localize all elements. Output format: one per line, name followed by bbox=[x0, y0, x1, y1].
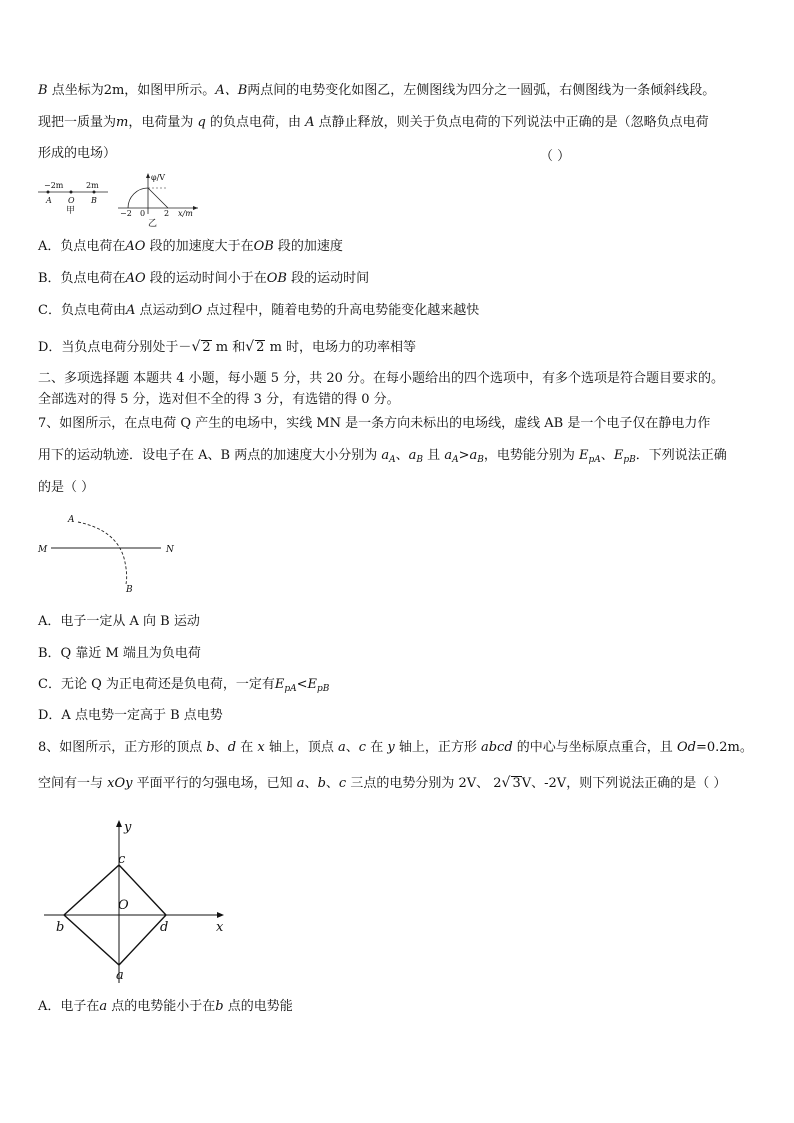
seg-ob: OB bbox=[253, 239, 274, 254]
q8-line-1 bbox=[38, 739, 753, 757]
seg-ob: OB bbox=[266, 271, 287, 286]
q8-text: 、 bbox=[325, 776, 339, 791]
opt-text: 点的电势能小于在 bbox=[107, 999, 216, 1014]
opt-text: 点运动到 bbox=[135, 303, 192, 318]
q6-line-2 bbox=[38, 114, 709, 132]
opt-text: C．无论 Q 为正电荷还是负电荷，一定有 bbox=[38, 677, 275, 692]
label-b: B bbox=[38, 83, 48, 98]
label-a: A bbox=[305, 115, 315, 130]
q6-text: 形成的电场） bbox=[38, 146, 117, 161]
var-b: b bbox=[215, 999, 224, 1014]
q8-option-a bbox=[38, 998, 293, 1016]
q7-line-1: 7、如图所示，在点电荷 Q 产生的电场中，实线 MN 是一条方向未标出的电场线，虚线 AB 是一个电子仅在静电力作 bbox=[38, 416, 711, 431]
q6-figure bbox=[36, 172, 236, 227]
label-a: a bbox=[116, 968, 124, 983]
tick-2: 2 bbox=[164, 209, 170, 218]
q7-text: ，电势能分别为 bbox=[483, 448, 575, 463]
answer-bracket: （ ） bbox=[540, 149, 571, 164]
q6-line-3 bbox=[38, 145, 116, 163]
q6-text: 点坐标为2m，如图甲所示。 bbox=[51, 83, 216, 98]
caption-jia: 甲 bbox=[66, 206, 76, 216]
sub-a: A bbox=[452, 455, 459, 465]
var-e: E bbox=[579, 448, 589, 463]
q8-text: 的中心与坐标原点重合，且 bbox=[512, 740, 673, 755]
var-e: E bbox=[613, 448, 624, 463]
q8-text: 空间有一与 bbox=[38, 776, 104, 791]
point-b: B bbox=[91, 196, 97, 205]
var-m: m bbox=[116, 115, 129, 130]
q8-text: V、-2V，则下列说法正确的是（ ） bbox=[521, 776, 727, 791]
q8-line-2: 空间有一与 xOy 平面平行的匀强电场，已知 a、b、c 三点的电势分别为 2V、 2√ 3V、-2V，则下列说法正确的是（ ） bbox=[38, 775, 727, 791]
label-a: A bbox=[125, 303, 136, 318]
q7-text: 且 bbox=[423, 448, 441, 463]
section2-line-1: 二、多项选择题 本题共 4 小题，每小题 5 分，共 20 分。在每小题给出的四个选项中，有多个选项是符合题目要求的。 bbox=[38, 371, 725, 386]
q6-option-b bbox=[38, 270, 369, 288]
q7-option-b: B．Q 靠近 M 端且为负电荷 bbox=[38, 646, 201, 661]
opt-text: A．负点电荷在 bbox=[38, 239, 126, 254]
opt-text: 段的加速度大于在 bbox=[145, 239, 254, 254]
tick-neg2m: −2m bbox=[44, 181, 64, 190]
opt-text: 段的加速度 bbox=[273, 239, 343, 254]
q8-text: 、 bbox=[304, 776, 318, 791]
section2-line-2: 全部选对的得 5 分，选对但不全的得 3 分，有选错的得 0 分。 bbox=[38, 392, 400, 407]
label-b: b bbox=[56, 920, 65, 935]
var-c: c bbox=[358, 740, 367, 755]
tick-2m: 2m bbox=[86, 181, 99, 190]
var-a: a bbox=[444, 448, 453, 463]
q6-text: 的负点电荷，由 bbox=[205, 115, 301, 130]
label-n: N bbox=[166, 545, 174, 555]
q7-text: 、 bbox=[600, 448, 614, 463]
label-m: M bbox=[38, 545, 48, 555]
var-a: a bbox=[408, 448, 417, 463]
q8-text: =0.2m。 bbox=[695, 740, 753, 755]
var-od: Od bbox=[676, 740, 696, 755]
q7-figure bbox=[36, 512, 186, 597]
q8-text: 轴上，顶点 bbox=[264, 740, 334, 755]
opt-text: m 时，电场力的功率相等 bbox=[269, 340, 417, 355]
var-a: a bbox=[99, 999, 108, 1014]
sub-b: B bbox=[477, 455, 484, 465]
opt-text: 段的运动时间小于在 bbox=[145, 271, 267, 286]
q7-line-2 bbox=[38, 447, 727, 469]
sub-a: A bbox=[389, 455, 396, 465]
sub-pa: pA bbox=[284, 684, 297, 694]
var-a: a bbox=[381, 448, 390, 463]
var-b: b bbox=[317, 776, 326, 791]
q7-text: 、 bbox=[395, 448, 409, 463]
q7-option-c bbox=[38, 676, 329, 698]
q8-text: 三点的电势分别为 2V、 bbox=[346, 776, 490, 791]
q6-text: ，电荷量为 bbox=[128, 115, 194, 130]
seg-ao: AO bbox=[125, 271, 146, 286]
sqrt-value: 2 bbox=[256, 340, 265, 355]
var-e: E bbox=[307, 677, 318, 692]
var-c: c bbox=[338, 776, 347, 791]
q7-text: ．下列说法正确 bbox=[635, 448, 727, 463]
q7-text: 用下的运动轨迹．设电子在 A、B 两点的加速度大小分别为 bbox=[38, 448, 378, 463]
q8-text: 8、如图所示，正方形的顶点 bbox=[38, 740, 203, 755]
var-a: a bbox=[296, 776, 305, 791]
q8-text: 在 bbox=[366, 740, 384, 755]
label-a: A bbox=[68, 515, 75, 525]
point-o: O bbox=[68, 196, 75, 205]
label-y: y bbox=[124, 820, 132, 835]
seg-ao: AO bbox=[125, 239, 146, 254]
q6-text: 点静止释放，则关于负点电荷的下列说法中正确的是（忽略负点电荷 bbox=[314, 115, 709, 130]
symbol-gt: > bbox=[458, 448, 470, 463]
q8-text: 轴上，正方形 bbox=[394, 740, 477, 755]
q7-line-3: 的是（ ） bbox=[38, 480, 95, 495]
sub-pa: pA bbox=[588, 455, 601, 465]
axis-x: x/m bbox=[178, 209, 193, 218]
q7-option-d: D．A 点电势一定高于 B 点电势 bbox=[38, 708, 223, 723]
var-d: d bbox=[227, 740, 237, 755]
sub-pb: pB bbox=[623, 455, 636, 465]
point-a: A bbox=[46, 196, 52, 205]
opt-text: B．负点电荷在 bbox=[38, 271, 126, 286]
q8-text: 平面平行的匀强电场，已知 bbox=[132, 776, 293, 791]
symbol-lt: < bbox=[296, 677, 308, 692]
var-b: b bbox=[206, 740, 215, 755]
opt-text: D．当负点电荷分别处于－ bbox=[38, 340, 192, 355]
label-b: B bbox=[126, 585, 133, 595]
opt-text: m 和 bbox=[215, 340, 246, 355]
opt-text: 段的运动时间 bbox=[286, 271, 370, 286]
label-ab: A、B bbox=[215, 83, 248, 98]
opt-text: 点过程中，随着电势的升高电势能变化越来越快 bbox=[202, 303, 480, 318]
caption-yi: 乙 bbox=[148, 219, 158, 227]
var-a: a bbox=[338, 740, 346, 755]
var-x: x bbox=[257, 740, 265, 755]
var-q: q bbox=[197, 115, 206, 130]
sqrt-value: 2 bbox=[202, 340, 211, 355]
q8-text: 在 bbox=[236, 740, 254, 755]
tick-0: 0 bbox=[140, 209, 146, 218]
q8-text: 、 bbox=[345, 740, 359, 755]
var-xoy: xOy bbox=[107, 776, 133, 791]
opt-text: C．负点电荷由 bbox=[38, 303, 126, 318]
q7-option-a: A．电子一定从 A 向 B 运动 bbox=[38, 614, 200, 629]
q6-option-a bbox=[38, 238, 343, 256]
sub-pb: pB bbox=[317, 684, 330, 694]
tick-neg2: −2 bbox=[120, 209, 132, 218]
label-c: c bbox=[118, 852, 126, 867]
label-o: O bbox=[191, 303, 203, 318]
label-o: O bbox=[118, 898, 129, 913]
q6-line-1 bbox=[38, 82, 715, 100]
q6-text: 两点间的电势变化如图乙，左侧图线为四分之一圆弧，右侧图线为一条倾斜线段。 bbox=[247, 83, 716, 98]
var-a: a bbox=[469, 448, 478, 463]
opt-text: 点的电势能 bbox=[223, 999, 293, 1014]
label-x: x bbox=[216, 920, 224, 935]
q6-option-d: D．当负点电荷分别处于－√ 2 m 和√ 2 m 时，电场力的功率相等 bbox=[38, 339, 417, 355]
sqrt-value: 3 bbox=[512, 776, 521, 791]
q8-text: 、 bbox=[214, 740, 228, 755]
var-abcd: abcd bbox=[480, 740, 513, 755]
var-y: y bbox=[387, 740, 395, 755]
coeff-2: 2 bbox=[493, 776, 502, 791]
q8-figure bbox=[36, 815, 236, 990]
label-d: d bbox=[160, 920, 169, 935]
q6-option-c bbox=[38, 302, 479, 320]
axis-phi: φ/V bbox=[151, 173, 166, 182]
opt-text: A．电子在 bbox=[38, 999, 100, 1014]
sub-b: B bbox=[416, 455, 424, 465]
q6-text: 现把一质量为 bbox=[38, 115, 117, 130]
var-e: E bbox=[274, 677, 285, 692]
